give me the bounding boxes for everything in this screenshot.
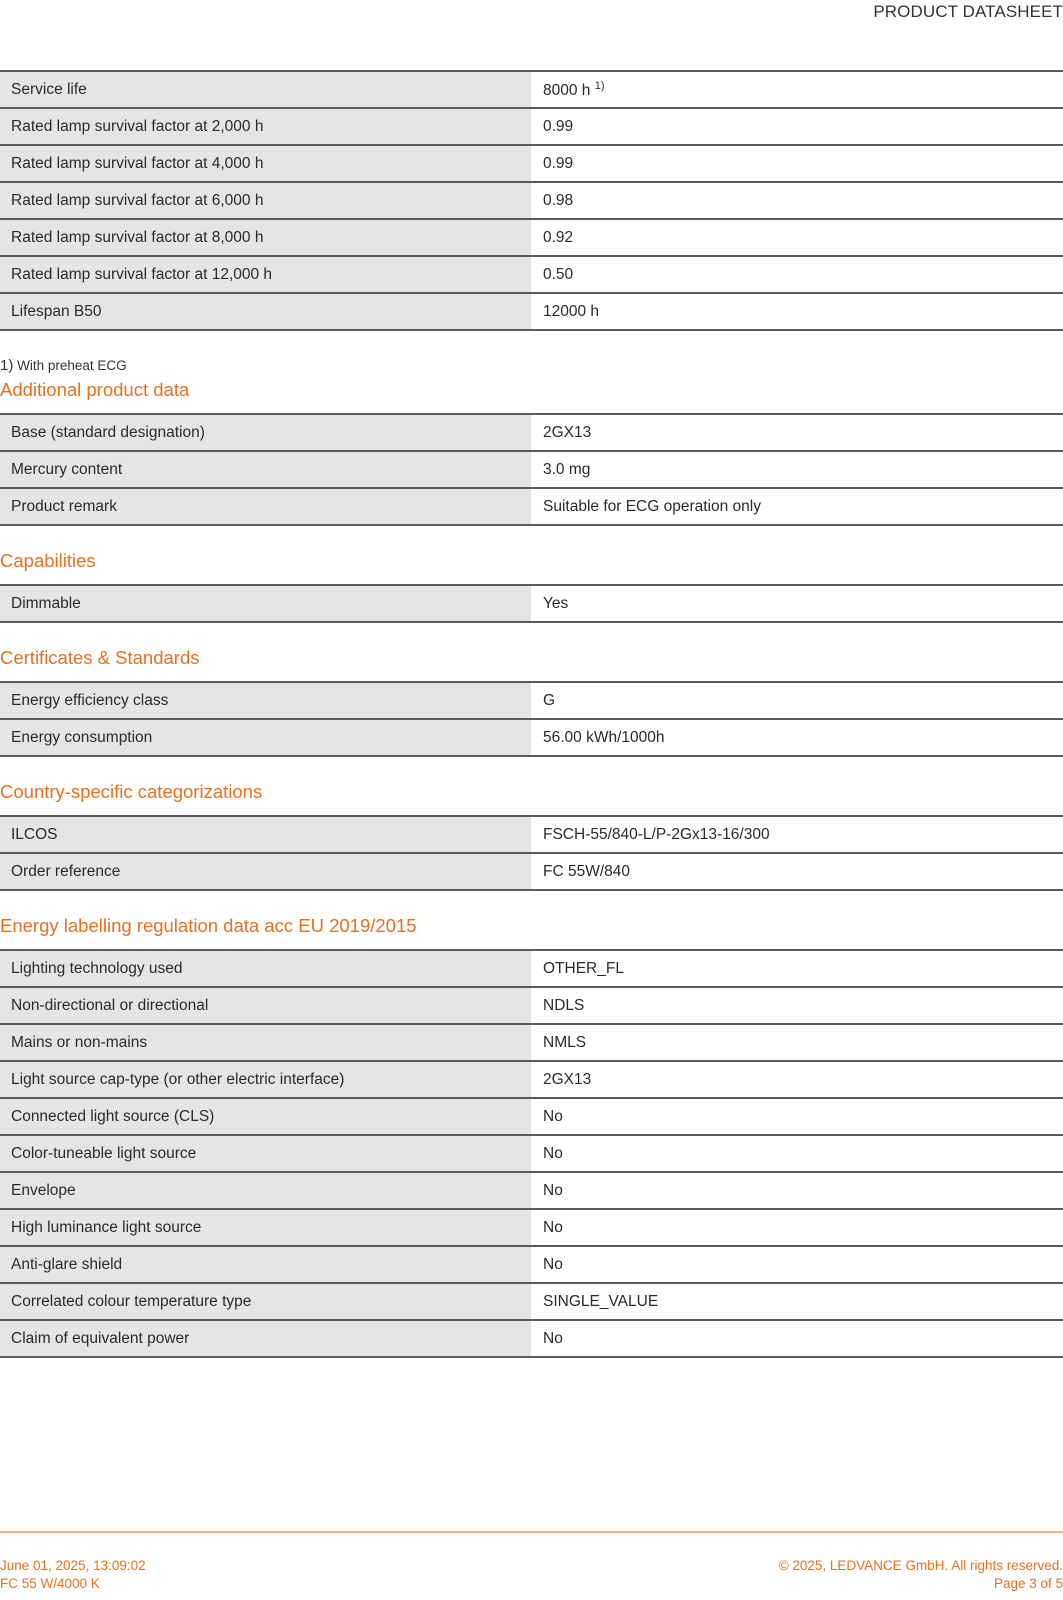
row-value: 56.00 kWh/1000h bbox=[531, 719, 1063, 756]
section-title-certificates-standards: Certificates & Standards bbox=[0, 647, 200, 668]
row-value: SINGLE_VALUE bbox=[531, 1283, 1063, 1320]
row-value: Yes bbox=[531, 585, 1063, 622]
row-value: 2GX13 bbox=[531, 414, 1063, 451]
row-value: No bbox=[531, 1172, 1063, 1209]
footer-product: FC 55 W/4000 K bbox=[0, 1576, 100, 1591]
row-label: Order reference bbox=[0, 853, 531, 890]
row-label: Envelope bbox=[0, 1172, 531, 1209]
table-row bbox=[0, 950, 1063, 987]
footer-date: June 01, 2025, 13:09:02 bbox=[0, 1558, 146, 1573]
table-row bbox=[0, 1209, 1063, 1246]
row-value: Suitable for ECG operation only bbox=[531, 488, 1063, 525]
row-label: Rated lamp survival factor at 2,000 h bbox=[0, 108, 531, 145]
row-label: Rated lamp survival factor at 12,000 h bbox=[0, 256, 531, 293]
row-label: Connected light source (CLS) bbox=[0, 1098, 531, 1135]
row-label: Non-directional or directional bbox=[0, 987, 531, 1024]
row-label: Mains or non-mains bbox=[0, 1024, 531, 1061]
row-value: 0.99 bbox=[531, 145, 1063, 182]
section-title-capabilities: Capabilities bbox=[0, 550, 96, 571]
table-row bbox=[0, 182, 1063, 219]
row-value: 0.99 bbox=[531, 108, 1063, 145]
table-row bbox=[0, 1135, 1063, 1172]
row-value: No bbox=[531, 1209, 1063, 1246]
row-label: High luminance light source bbox=[0, 1209, 531, 1246]
table-row bbox=[0, 293, 1063, 330]
capabilities-table bbox=[0, 584, 1063, 623]
row-value bbox=[531, 71, 1063, 108]
table-row bbox=[0, 1283, 1063, 1320]
footer-copyright: © 2025, LEDVANCE GmbH. All rights reserved. bbox=[778, 1558, 1063, 1573]
row-value: NMLS bbox=[531, 1024, 1063, 1061]
row-label: Color-tuneable light source bbox=[0, 1135, 531, 1172]
table-row bbox=[0, 108, 1063, 145]
row-label: Lifespan B50 bbox=[0, 293, 531, 330]
table-row bbox=[0, 585, 1063, 622]
row-value: No bbox=[531, 1135, 1063, 1172]
footnote-reference: 1) bbox=[594, 79, 605, 92]
footnote-mark: 1) bbox=[0, 357, 14, 374]
country-specific-table bbox=[0, 815, 1063, 891]
energy-labelling-table bbox=[0, 949, 1063, 1358]
row-value: 0.92 bbox=[531, 219, 1063, 256]
row-label: Base (standard designation) bbox=[0, 414, 531, 451]
table-row bbox=[0, 145, 1063, 182]
row-label: Claim of equivalent power bbox=[0, 1320, 531, 1357]
section-title-energy-labelling: Energy labelling regulation data acc EU 2019/2015 bbox=[0, 915, 417, 936]
section-title-additional-product-data: Additional product data bbox=[0, 379, 190, 400]
footnote bbox=[0, 357, 1063, 379]
row-label: ILCOS bbox=[0, 816, 531, 853]
table-row bbox=[0, 414, 1063, 451]
row-label: Energy consumption bbox=[0, 719, 531, 756]
row-value: FSCH-55/840-L/P-2Gx13-16/300 bbox=[531, 816, 1063, 853]
row-value: G bbox=[531, 682, 1063, 719]
row-label: Service life bbox=[0, 71, 531, 108]
row-value: 3.0 mg bbox=[531, 451, 1063, 488]
table-row bbox=[0, 682, 1063, 719]
footnote-text: With preheat ECG bbox=[17, 358, 127, 373]
row-label: Rated lamp survival factor at 4,000 h bbox=[0, 145, 531, 182]
table-row bbox=[0, 1172, 1063, 1209]
table-row bbox=[0, 219, 1063, 256]
table-row bbox=[0, 1320, 1063, 1357]
footer-right bbox=[779, 1557, 1063, 1593]
table-row bbox=[0, 853, 1063, 890]
lifespan-table bbox=[0, 70, 1063, 331]
table-row bbox=[0, 1024, 1063, 1061]
table-row bbox=[0, 451, 1063, 488]
value-text: 8000 h bbox=[543, 81, 591, 99]
table-row bbox=[0, 488, 1063, 525]
table-row bbox=[0, 1098, 1063, 1135]
row-value: OTHER_FL bbox=[531, 950, 1063, 987]
table-row bbox=[0, 256, 1063, 293]
row-value: No bbox=[531, 1246, 1063, 1283]
row-label: Mercury content bbox=[0, 451, 531, 488]
row-label: Lighting technology used bbox=[0, 950, 531, 987]
table-row bbox=[0, 987, 1063, 1024]
row-value: No bbox=[531, 1320, 1063, 1357]
row-label: Rated lamp survival factor at 6,000 h bbox=[0, 182, 531, 219]
certificates-standards-table bbox=[0, 681, 1063, 757]
table-row bbox=[0, 1246, 1063, 1283]
additional-product-data-table bbox=[0, 413, 1063, 526]
row-label: Rated lamp survival factor at 8,000 h bbox=[0, 219, 531, 256]
row-value: 0.50 bbox=[531, 256, 1063, 293]
row-value: NDLS bbox=[531, 987, 1063, 1024]
row-label: Energy efficiency class bbox=[0, 682, 531, 719]
footer-left bbox=[0, 1557, 146, 1593]
footer-page-number: Page 3 of 5 bbox=[993, 1576, 1063, 1591]
row-value: No bbox=[531, 1098, 1063, 1135]
row-label: Light source cap-type (or other electric interface) bbox=[0, 1061, 531, 1098]
section-title-country-specific-categorizations: Country-specific categorizations bbox=[0, 781, 263, 802]
table-row bbox=[0, 719, 1063, 756]
row-label: Correlated colour temperature type bbox=[0, 1283, 531, 1320]
row-label: Anti-glare shield bbox=[0, 1246, 531, 1283]
row-value: 2GX13 bbox=[531, 1061, 1063, 1098]
page-header-title: PRODUCT DATASHEET bbox=[873, 2, 1063, 21]
row-value: 12000 h bbox=[531, 293, 1063, 330]
row-value: FC 55W/840 bbox=[531, 853, 1063, 890]
table-row bbox=[0, 71, 1063, 108]
table-row bbox=[0, 816, 1063, 853]
table-row bbox=[0, 1061, 1063, 1098]
row-value: 0.98 bbox=[531, 182, 1063, 219]
datasheet-content bbox=[0, 70, 1063, 1358]
row-label: Product remark bbox=[0, 488, 531, 525]
footer-divider bbox=[0, 1531, 1063, 1533]
row-label: Dimmable bbox=[0, 585, 531, 622]
